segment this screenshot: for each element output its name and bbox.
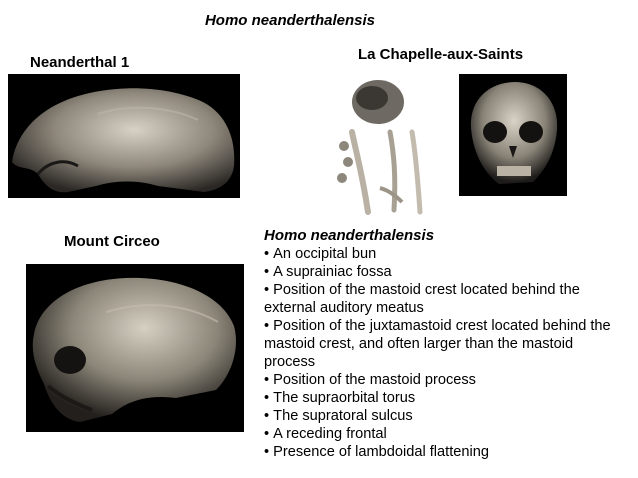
trait-item: • Position of the juxtamastoid crest located behind the mastoid crest, and often larger than the mastoid process [264, 317, 624, 371]
neanderthal-1-skullcap-photo [8, 74, 240, 198]
la-chapelle-skeleton-photo [322, 72, 446, 220]
trait-item: • Presence of lambdoidal flattening [264, 443, 624, 461]
traits-panel [264, 227, 624, 461]
trait-item: • The supraorbital torus [264, 389, 624, 407]
traits-list [264, 245, 624, 461]
neanderthal-1-label: Neanderthal 1 [30, 54, 130, 71]
trait-item: • A suprainiac fossa [264, 263, 624, 281]
trait-item: • Position of the mastoid process [264, 371, 624, 389]
mount-circeo-skull-photo [26, 264, 244, 432]
traits-heading: Homo neanderthalensis [264, 227, 435, 244]
trait-item: • Position of the mastoid crest located behind the external auditory meatus [264, 281, 624, 317]
la-chapelle-skull-photo [459, 74, 567, 196]
trait-item: • A receding frontal [264, 425, 624, 443]
trait-item: • An occipital bun [264, 245, 624, 263]
la-chapelle-label: La Chapelle-aux-Saints [358, 46, 524, 63]
mount-circeo-label: Mount Circeo [64, 233, 160, 250]
slide-title: Homo neanderthalensis [204, 12, 376, 29]
trait-item: • The supratoral sulcus [264, 407, 624, 425]
